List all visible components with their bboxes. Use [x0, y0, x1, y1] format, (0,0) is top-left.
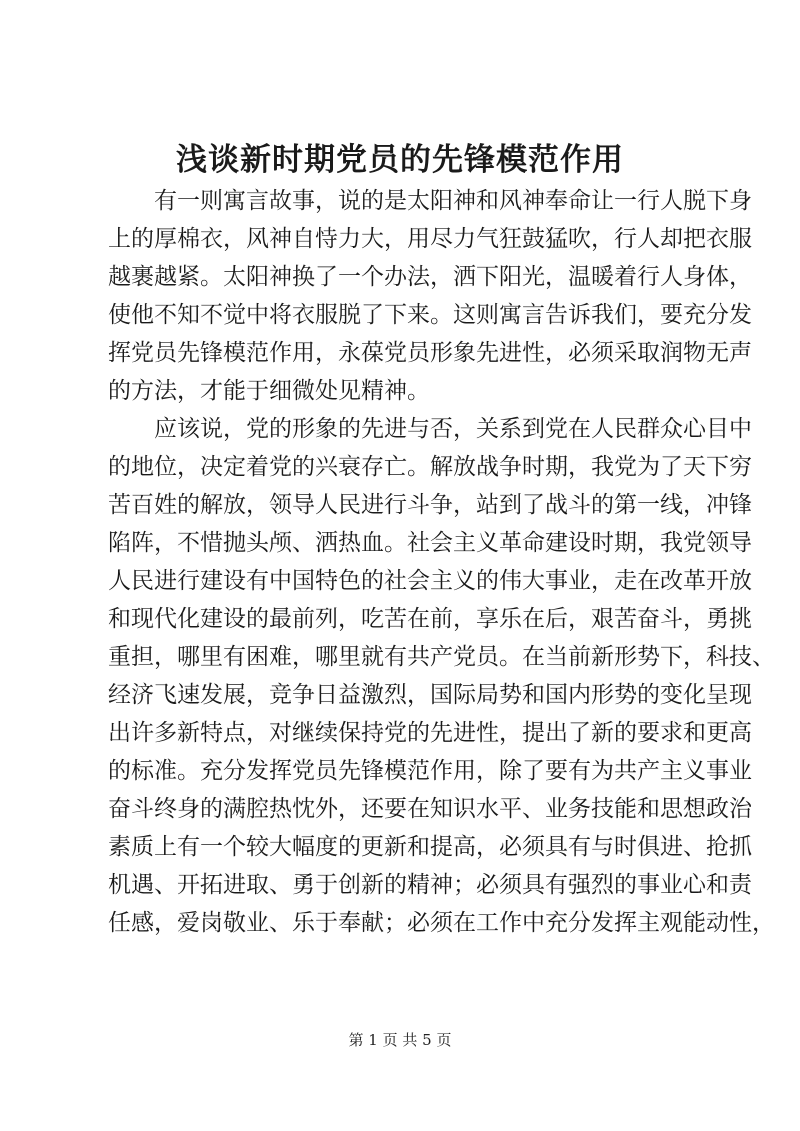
- paragraph-line: 应该说，党的形象的先进与否，关系到党在人民群众心目中: [154, 416, 752, 442]
- paragraph-line: 人民进行建设有中国特色的社会主义的伟大事业，走在改革开放: [108, 568, 752, 594]
- paragraph-line: 挥党员先锋模范作用，永葆党员形象先进性，必须采取润物无声: [108, 340, 752, 366]
- paragraph-1: [108, 182, 752, 410]
- paragraph-line: 越裹越紧。太阳神换了一个办法，洒下阳光，温暖着行人身体，: [108, 264, 752, 290]
- document-body: [108, 182, 775, 942]
- paragraph-line: 出许多新特点，对继续保持党的先进性，提出了新的要求和更高: [108, 720, 752, 746]
- paragraph-line: 的地位，决定着党的兴衰存亡。解放战争时期，我党为了天下穷: [108, 454, 752, 480]
- paragraph-line: 陷阵，不惜抛头颅、洒热血。社会主义革命建设时期，我党领导: [108, 530, 752, 556]
- paragraph-line: 奋斗终身的满腔热忱外，还要在知识水平、业务技能和思想政治: [108, 796, 752, 822]
- paragraph-line: 机遇、开拓进取、勇于创新的精神；必须具有强烈的事业心和责: [108, 872, 752, 898]
- paragraph-line: 经济飞速发展，竞争日益激烈，国际局势和国内形势的变化呈现: [108, 682, 752, 708]
- page-number-footer: 第 1 页 共 5 页: [348, 1031, 452, 1049]
- paragraph-2: [108, 410, 775, 942]
- paragraph-line: 苦百姓的解放，领导人民进行斗争，站到了战斗的第一线，冲锋: [108, 492, 752, 518]
- paragraph-line: 重担，哪里有困难，哪里就有共产党员。在当前新形势下，科技、: [108, 644, 775, 670]
- paragraph-line: 素质上有一个较大幅度的更新和提高，必须具有与时俱进、抢抓: [108, 834, 752, 860]
- document-title: 浅谈新时期党员的先锋模范作用: [176, 142, 624, 178]
- paragraph-line: 使他不知不觉中将衣服脱了下来。这则寓言告诉我们，要充分发: [108, 302, 752, 328]
- paragraph-line: 的标准。充分发挥党员先锋模范作用，除了要有为共产主义事业: [108, 758, 752, 784]
- paragraph-line: 和现代化建设的最前列，吃苦在前，享乐在后，艰苦奋斗，勇挑: [108, 606, 752, 632]
- paragraph-line: 的方法，才能于细微处见精神。: [108, 378, 430, 404]
- paragraph-line: 上的厚棉衣，风神自恃力大，用尽力气狂鼓猛吹，行人却把衣服: [108, 226, 752, 252]
- paragraph-line: 有一则寓言故事，说的是太阳神和风神奉命让一行人脱下身: [154, 188, 752, 214]
- paragraph-line: 任感，爱岗敬业、乐于奉献；必须在工作中充分发挥主观能动性，: [108, 910, 775, 936]
